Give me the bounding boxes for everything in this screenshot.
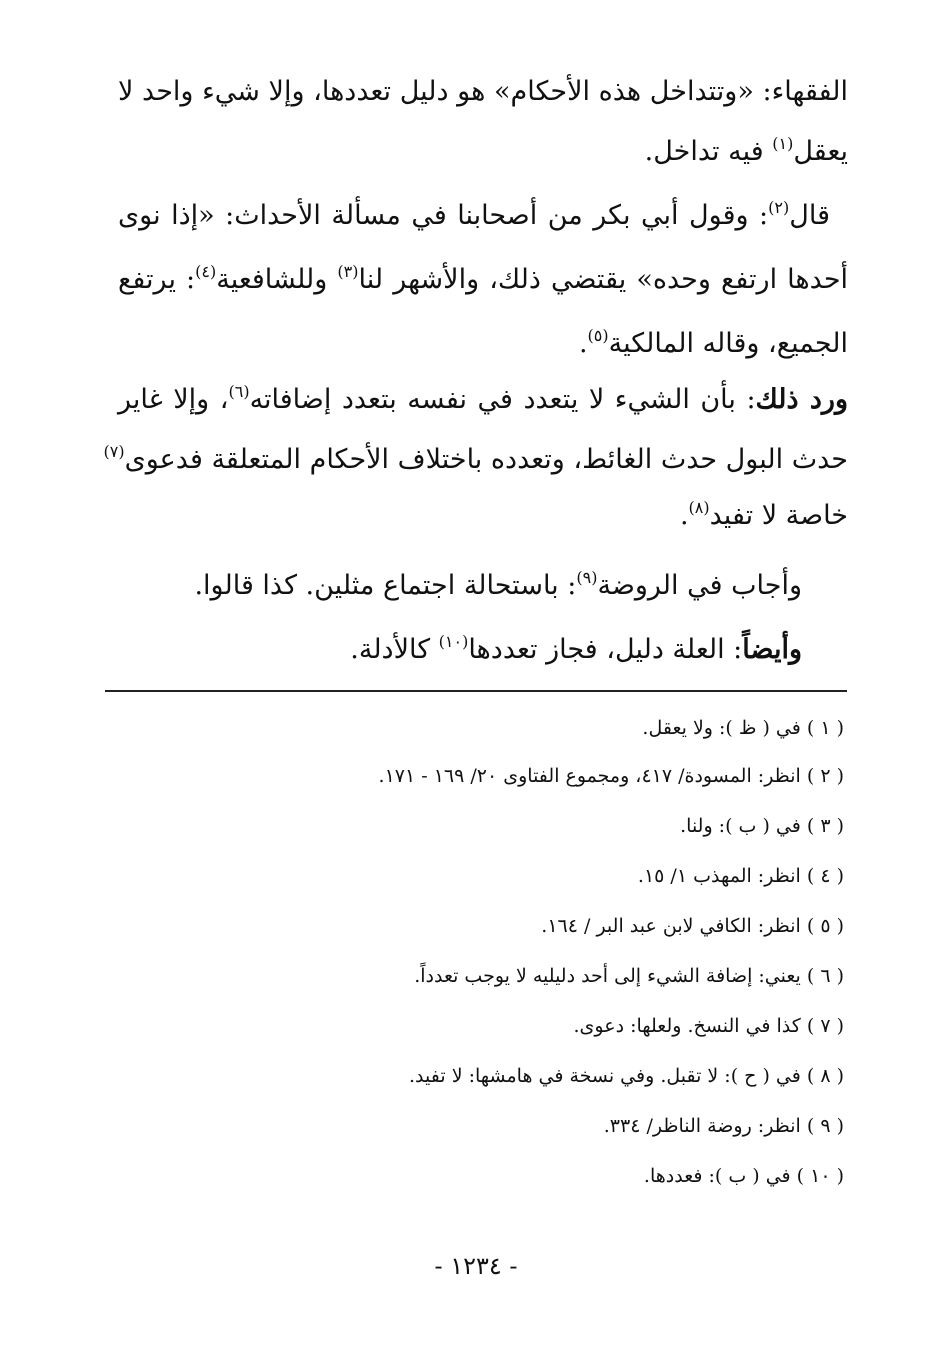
body-line-6 [118, 370, 848, 430]
body-text: خاصة لا تفيد [709, 500, 848, 531]
note-ref-2: (٢) [768, 198, 790, 217]
note-ref-9: (٩) [576, 568, 598, 587]
body-text: : وقول أبي بكر من أصحابنا في مسألة الأحداث: «إذا نوى [118, 200, 769, 231]
body-text: : يرتفع [118, 264, 196, 295]
body-line-9 [118, 556, 802, 616]
body-text: حدث البول حدث الغائط، وتعدده باختلاف الأحكام المتعلقة فدعوى [124, 444, 848, 475]
footnote-separator [105, 690, 847, 692]
body-text: وأجاب في الروضة [597, 570, 802, 601]
body-line-3 [118, 186, 848, 246]
footnote-3: ( ٣ ) في ( ب ): ولنا. [680, 815, 844, 837]
body-text: ، وإلا غاير [118, 384, 229, 415]
body-line-5 [118, 314, 848, 374]
footnote-7: ( ٧ ) كذا في النسخ. ولعلها: دعوى. [573, 1015, 844, 1037]
body-text: يعقل [793, 136, 848, 167]
footnote-6: ( ٦ ) يعني: إضافة الشيء إلى أحد دليليه لا يوجب تعدداً. [414, 965, 844, 987]
body-text: قال [789, 200, 830, 231]
note-ref-6: (٦) [228, 382, 250, 401]
body-text: وللشافعية [216, 264, 338, 295]
footnote-9: ( ٩ ) انظر: روضة الناظر/ ٣٣٤. [603, 1115, 844, 1137]
note-ref-7: (٧) [103, 442, 125, 461]
body-text: كالأدلة. [350, 634, 439, 665]
body-text: أحدها ارتفع وحده» يقتضي ذلك، والأشهر لنا [358, 264, 849, 295]
note-ref-1: (١) [772, 134, 794, 153]
body-text: الجميع، وقاله المالكية [608, 328, 848, 359]
body-text: : العلة دليل، فجاز تعددها [468, 634, 743, 665]
note-ref-3: (٣) [337, 262, 359, 281]
footnote-1: ( ١ ) في ( ظ ): ولا يعقل. [642, 717, 844, 739]
body-line-8 [118, 486, 848, 546]
body-line-7 [103, 430, 848, 490]
footnote-8: ( ٨ ) في ( ح ): لا تقبل. وفي نسخة في هامشها: لا تفيد. [409, 1065, 844, 1087]
body-text: . [679, 500, 689, 531]
body-text: : بأن الشيء لا يتعدد في نفسه بتعدد إضافاته [249, 384, 756, 415]
note-ref-10: (١٠) [438, 632, 469, 651]
body-text: . [578, 328, 588, 359]
body-line-2 [118, 122, 848, 182]
body-line-10 [118, 620, 802, 680]
footnote-5: ( ٥ ) انظر: الكافي لابن عبد البر / ١٦٤. [541, 915, 844, 937]
footnote-2: ( ٢ ) انظر: المسودة/ ٤١٧، ومجموع الفتاوى ٢٠/ ١٦٩ - ١٧١. [378, 765, 844, 787]
lead-word: وأيضاً [742, 634, 802, 665]
note-ref-8: (٨) [688, 498, 710, 517]
body-text: : باستحالة اجتماع مثلين. كذا قالوا. [194, 570, 577, 601]
body-text: فيه تداخل. [644, 136, 764, 167]
body-line-1: الفقهاء: «وتتداخل هذه الأحكام» هو دليل تعددها، وإلا شيء واحد لا [118, 76, 848, 107]
note-ref-4: (٤) [195, 262, 217, 281]
footnote-10: ( ١٠ ) في ( ب ): فعددها. [643, 1165, 844, 1187]
note-ref-5: (٥) [587, 326, 609, 345]
footnote-4: ( ٤ ) انظر: المهذب ١/ ١٥. [637, 865, 844, 887]
lead-word: ورد ذلك [755, 384, 848, 415]
page-number: - ١٢٣٤ - [434, 1252, 518, 1280]
body-line-4 [118, 250, 848, 310]
